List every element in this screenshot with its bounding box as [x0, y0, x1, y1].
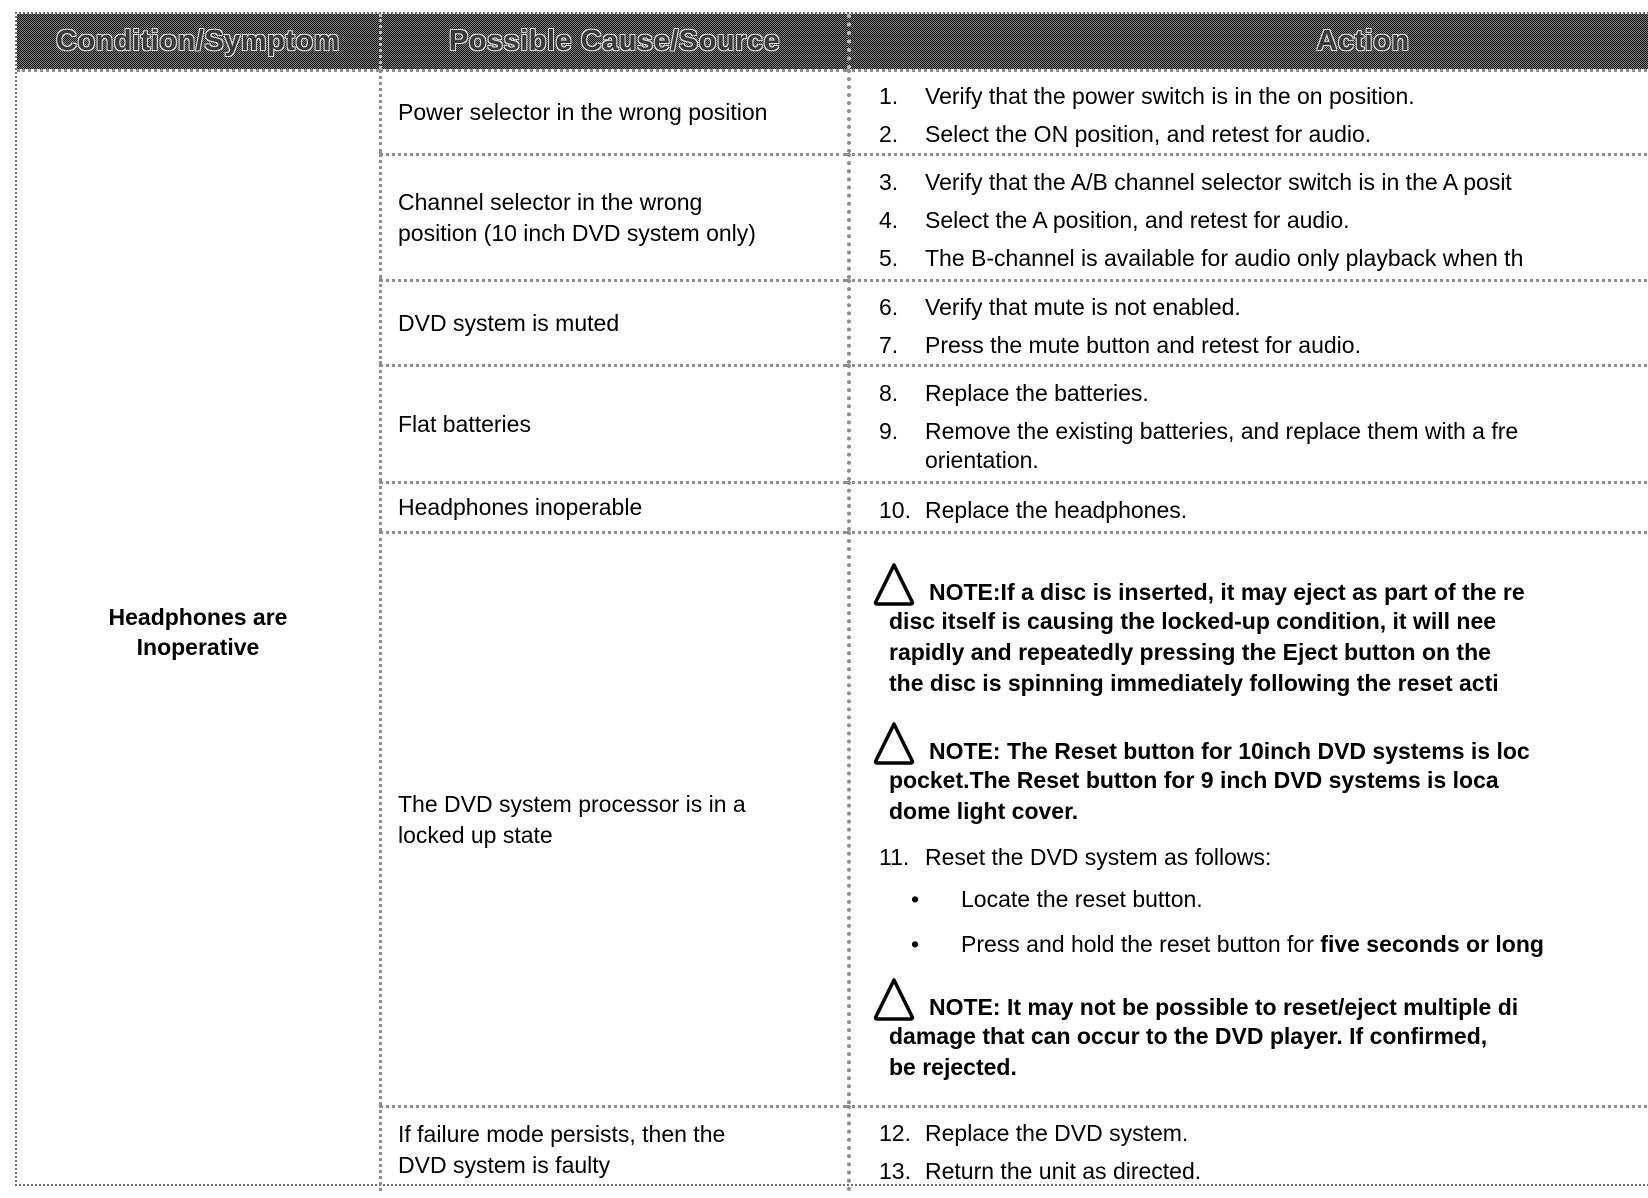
cause-cell-headphones-inoperable — [379, 481, 847, 531]
header-action — [847, 14, 1648, 69]
action-cell — [847, 279, 1648, 364]
action-item-text: Verify that the A/B channel selector switch is in the A posit — [925, 169, 1512, 195]
header-action-label: Action — [1316, 25, 1410, 57]
note-text: disc itself is causing the locked-up condition, it will nee — [889, 607, 1497, 634]
bullet-icon: • — [911, 885, 920, 912]
troubleshooting-table — [15, 12, 1648, 1186]
action-item-text: Replace the DVD system. — [925, 1120, 1189, 1146]
note-block — [867, 562, 1648, 699]
action-item-number: 7. — [879, 331, 899, 358]
note-text: NOTE: It may not be possible to reset/eject multiple di — [929, 993, 1519, 1020]
caution-triangle-icon — [873, 721, 915, 765]
action-cell — [847, 531, 1648, 1105]
action-cell — [847, 364, 1648, 481]
cause-text: locked up state — [398, 821, 553, 848]
action-cell — [847, 153, 1648, 279]
action-item — [879, 82, 1648, 111]
action-item-text: Verify that the power switch is in the on position. — [925, 83, 1415, 109]
action-item-number: 4. — [879, 207, 899, 233]
cause-text: position (10 inch DVD system only) — [398, 219, 756, 246]
action-bullet — [911, 930, 1648, 959]
action-cell — [847, 481, 1648, 531]
action-item — [879, 120, 1648, 149]
header-condition-symptom — [17, 14, 379, 69]
action-item-number: 1. — [879, 83, 899, 109]
action-item — [879, 417, 1648, 475]
cause-text: DVD system is faulty — [398, 1151, 611, 1178]
caution-triangle-icon — [873, 562, 915, 606]
cause-cell-muted — [379, 279, 847, 364]
action-item-number: 12. — [879, 1120, 911, 1146]
note-text: pocket.The Reset button for 9 inch DVD systems is loca — [889, 766, 1499, 793]
note-text: damage that can occur to the DVD player. If confirmed, — [889, 1022, 1488, 1049]
action-item-text: Remove the existing batteries, and replace them with a fre — [925, 418, 1519, 444]
cause-text: Channel selector in the wrong — [398, 188, 703, 215]
action-cell — [847, 1105, 1648, 1191]
note-text: the disc is spinning immediately following the reset acti — [889, 669, 1499, 696]
cause-text: If failure mode persists, then the — [398, 1120, 726, 1147]
cause-text: Flat batteries — [398, 410, 531, 437]
cause-cell-failure-persists — [379, 1105, 847, 1191]
header-possible-cause — [379, 14, 847, 69]
action-item-number: 8. — [879, 380, 899, 406]
header-cause-label: Possible Cause/Source — [448, 25, 781, 57]
cause-cell-channel-selector — [379, 153, 847, 279]
action-item-text: Select the ON position, and retest for audio. — [925, 121, 1372, 147]
action-item-text: Replace the headphones. — [925, 497, 1188, 523]
note-text: NOTE: The Reset button for 10inch DVD systems is loc — [929, 737, 1530, 764]
bullet-text: Press and hold the reset button for five seconds or long — [961, 930, 1544, 957]
cause-text: Headphones inoperable — [398, 494, 643, 520]
bullet-icon: • — [911, 930, 920, 957]
note-text: rapidly and repeatedly pressing the Eject button on the — [889, 638, 1491, 665]
action-item-number: 2. — [879, 121, 899, 147]
cause-cell-flat-batteries — [379, 364, 847, 481]
note-text: dome light cover. — [889, 797, 1079, 824]
action-item — [879, 331, 1648, 360]
cause-text: The DVD system processor is in a — [398, 790, 746, 817]
action-item — [879, 1119, 1648, 1148]
action-item-text: The B-channel is available for audio only playback when th — [925, 245, 1524, 271]
action-item-text: Press the mute button and retest for audio. — [925, 331, 1361, 358]
header-condition-label: Condition/Symptom — [56, 25, 340, 57]
note-block — [867, 721, 1648, 827]
note-text: NOTE:If a disc is inserted, it may eject as part of the re — [929, 578, 1525, 605]
action-item-number: 5. — [879, 245, 899, 271]
action-item-text: Verify that mute is not enabled. — [925, 293, 1241, 320]
action-item — [879, 496, 1648, 525]
action-item — [879, 1157, 1648, 1186]
action-cell — [847, 69, 1648, 153]
action-item — [879, 168, 1648, 197]
action-item — [879, 244, 1648, 273]
condition-line: Headphones are — [108, 603, 288, 630]
action-bullet — [911, 885, 1648, 914]
action-item — [879, 843, 1648, 872]
action-item-text: Return the unit as directed. — [925, 1158, 1202, 1184]
action-item-number: 3. — [879, 169, 899, 195]
cause-cell-processor-locked — [379, 531, 847, 1105]
action-item-number: 6. — [879, 293, 899, 320]
cause-text: DVD system is muted — [398, 309, 620, 336]
action-item — [879, 379, 1648, 408]
action-item-text: Reset the DVD system as follows: — [925, 843, 1272, 870]
action-item — [879, 206, 1648, 235]
note-block — [867, 977, 1648, 1083]
action-item-text-continued: orientation. — [925, 447, 1039, 473]
cause-cell-power-selector — [379, 69, 847, 153]
condition-cell — [17, 69, 379, 1191]
caution-triangle-icon — [873, 977, 915, 1021]
bullet-text: Locate the reset button. — [961, 885, 1203, 912]
cause-text: Power selector in the wrong position — [398, 99, 768, 125]
action-item-number: 10. — [879, 497, 911, 523]
action-item-number: 11. — [879, 843, 910, 870]
action-item-text: Replace the batteries. — [925, 380, 1149, 406]
note-text: be rejected. — [889, 1053, 1017, 1080]
action-item — [879, 293, 1648, 322]
action-item-text: Select the A position, and retest for audio. — [925, 207, 1350, 233]
condition-line: Inoperative — [136, 633, 260, 660]
action-item-number: 13. — [879, 1158, 911, 1184]
action-item-number: 9. — [879, 418, 899, 444]
